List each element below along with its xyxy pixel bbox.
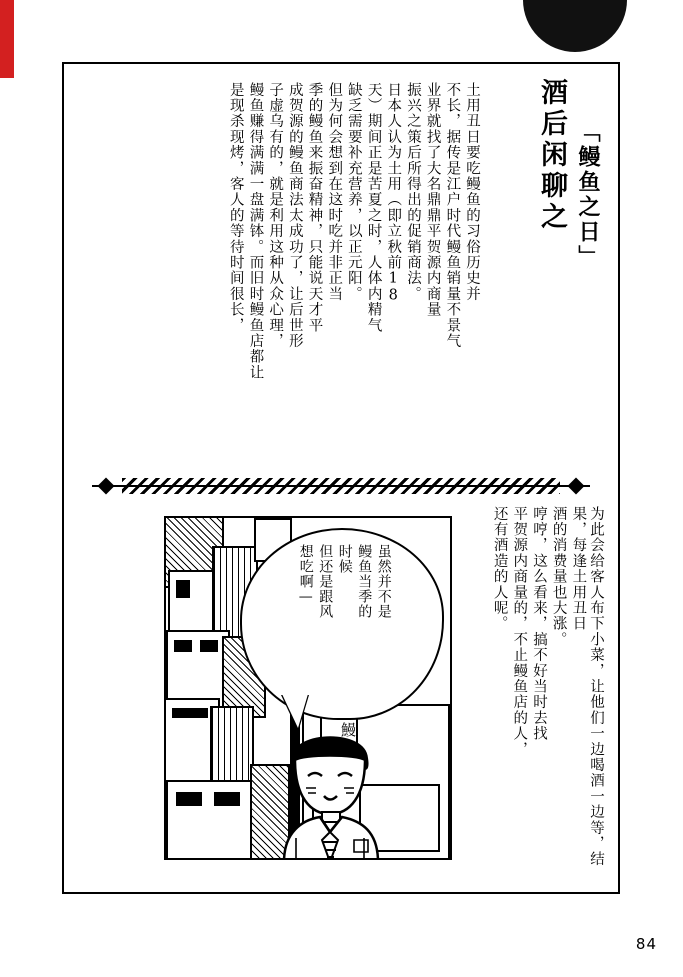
divider-pattern [122,478,560,494]
divider-diamond-left [98,478,115,495]
building-window [176,792,202,806]
black-disc-decoration [523,0,627,52]
article-column: 日本人认为土用（即立秋前18 [385,82,402,305]
page-number: 84 [635,935,657,953]
building-window [176,580,190,598]
building-window [214,792,240,806]
article-column: 成贺源的鳗鱼商法太成功了，让后世形 [286,82,303,349]
article-lower-column: 酒的消费量也大涨。 [550,506,567,648]
article-lower-column: 为此会给客人布下小菜，让他们一边喝酒一边等，结果，每逢土用丑日 [570,506,604,868]
article-column: 缺乏需要补充营养，以正元阳。 [345,82,362,302]
red-margin-bar [0,0,14,78]
title-main: 酒后闲聊之 [536,77,567,234]
article-lower-column: 哼哼，这么看来，搞不好当时去找 [530,506,547,742]
article-column: 但为何会想到在这时吃并非正当 [326,82,343,302]
building-window [174,640,192,652]
article-upper-text [88,82,480,472]
balloon-line: 但还是跟风 [317,544,334,619]
title-sub: 「鳗鱼之日」 [575,120,601,270]
balloon-line: 虽然并不是 [375,544,392,619]
article-column: 振兴之策后所得出的促销商法。 [404,82,421,302]
building-window [200,640,218,652]
page-frame [62,62,620,894]
article-column: 子虚乌有的，就是利用这种从众心理， [267,82,284,349]
building-sign [172,708,208,718]
page-title [532,78,604,270]
article-column: 鳗鱼赚得满满一盘满钵。而旧时鳗鱼店都让 [247,82,264,381]
balloon-line: 鳗鱼当季的 [356,544,373,619]
ornamental-divider [92,478,590,494]
character-illustration [262,714,398,860]
article-column: 天）期间正是苦夏之时，人体内精气 [365,82,382,334]
article-column: 不长，据传是江户时代鳗鱼销量不景气 [444,82,461,349]
article-column: 是现杀现烤，客人的等待时间很长， [227,82,244,334]
shop-sign-text: 鰻 [339,722,357,737]
speech-balloon-text [250,544,436,700]
article-lower-column: 还有酒造的人呢。 [491,506,508,632]
article-column: 季的鳗鱼来振奋精神，只能说天才平 [306,82,323,334]
balloon-line: 时候 [336,544,353,574]
divider-diamond-right [568,478,585,495]
article-lower-text [476,506,604,876]
article-column: 业界就找了大名鼎鼎平贺源内商量 [424,82,441,318]
article-lower-column: 平贺源内商量的，不止鳗鱼店的人， [511,506,528,758]
article-column: 土用丑日要吃鳗鱼的习俗历史并 [464,82,480,302]
balloon-line: 想吃啊— [297,544,314,606]
comic-panel [164,516,452,860]
